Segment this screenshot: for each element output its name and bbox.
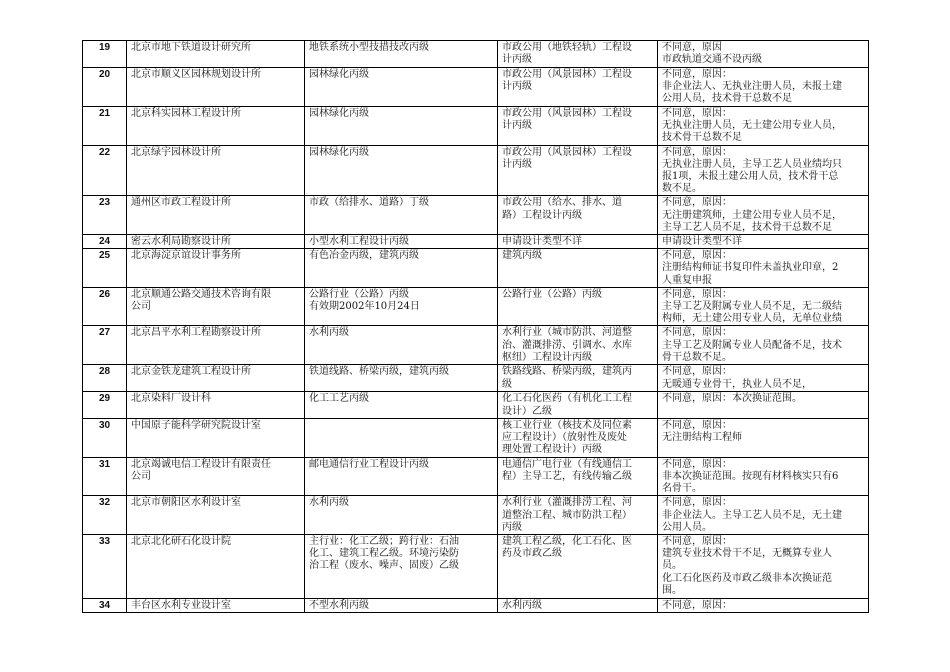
current-qualification-line: 公路行业（公路）丙级 [309, 288, 409, 300]
table-row [83, 392, 869, 418]
current-qualification-line: 地铁系统小型技措技改丙级 [309, 42, 429, 53]
review-opinion-cell [658, 599, 869, 613]
applied-qualification-line: 市政公用（风景园林）工程设 [502, 69, 632, 80]
applied-qualification-line: 市政公用（地铁轻轨）工程设 [502, 42, 632, 53]
review-opinion-line: 数不足。 [662, 183, 702, 195]
review-opinion-cell [658, 392, 869, 418]
review-opinion-line: 不同意，原因： [662, 146, 732, 158]
review-opinion-line: 技术骨干总数不足 [662, 132, 742, 144]
table-row [83, 496, 869, 535]
row-number-cell: 19 [83, 41, 127, 68]
applied-qualification-cell [498, 41, 658, 68]
qualification-review-table [82, 40, 869, 613]
applied-qualification-cell [498, 145, 658, 196]
applied-qualification-line: 应工程设计）（放射性及废处 [502, 432, 627, 444]
row-number-cell: 31 [83, 457, 127, 496]
review-opinion-line: 不同意，原因 [662, 42, 722, 53]
current-qualification-cell [305, 235, 498, 249]
applied-qualification-line: 治、灌溉排涝、引调水、水库 [502, 339, 632, 351]
review-opinion-cell [658, 107, 869, 146]
review-opinion-line: 无暖通专业骨干，执业人员不足， [662, 378, 812, 390]
unit-name-line: 北京竭诚电信工程设计有限责任 [131, 458, 271, 470]
unit-name-cell [127, 365, 305, 392]
unit-name-line: 密云水利局勘察设计所 [131, 236, 231, 248]
current-qualification-line: 园林绿化丙级 [309, 69, 369, 80]
review-opinion-line: 无注册结构工程师 [662, 432, 742, 444]
unit-name-line: 北京市顺义区园林规划设计所 [131, 69, 261, 80]
applied-qualification-cell [498, 107, 658, 146]
current-qualification-line: 园林绿化丙级 [309, 108, 369, 119]
current-qualification-cell [305, 418, 498, 457]
applied-qualification-cell [498, 235, 658, 249]
row-number-cell: 25 [83, 249, 127, 288]
current-qualification-line: 园林绿化丙级 [309, 146, 369, 158]
review-opinion-cell [658, 418, 869, 457]
current-qualification-line: 邮电通信行业工程设计丙级 [309, 458, 429, 470]
applied-qualification-line: 计丙级 [502, 158, 532, 170]
applied-qualification-cell [498, 249, 658, 288]
current-qualification-cell [305, 287, 498, 326]
current-qualification-cell [305, 249, 498, 288]
row-number-cell: 21 [83, 107, 127, 146]
unit-name-line: 丰台区水利专业设计室 [131, 600, 231, 612]
unit-name-cell [127, 496, 305, 535]
applied-qualification-cell [498, 496, 658, 535]
current-qualification-line: 小型水利工程设计丙级 [309, 236, 409, 248]
review-opinion-cell [658, 41, 869, 68]
review-opinion-cell [658, 249, 869, 288]
review-opinion-line: 公用人员，技术骨干总数不足 [662, 93, 792, 105]
review-opinion-line: 不同意，原因：本次换证范围。 [662, 393, 802, 405]
review-opinion-cell [658, 196, 869, 235]
review-opinion-line: 员。 [662, 560, 682, 572]
table-row [83, 41, 869, 68]
unit-name-line: 北京科实园林工程设计所 [131, 108, 241, 119]
table-row [83, 68, 869, 107]
unit-name-line: 北京顺通公路交通技术咨询有限 [131, 288, 271, 300]
applied-qualification-line: 理处置工程设计）丙级 [502, 444, 602, 456]
review-opinion-line: 主导工艺人员不足，技术骨干总数不足 [662, 221, 832, 233]
current-qualification-line: 化工、建筑工程乙级。环境污染防 [309, 548, 459, 560]
applied-qualification-cell [498, 326, 658, 365]
unit-name-cell [127, 392, 305, 418]
unit-name-cell [127, 599, 305, 613]
table-row [83, 365, 869, 392]
review-opinion-line: 主导工艺及附属专业人员不足，无二级结 [662, 301, 842, 313]
unit-name-cell [127, 457, 305, 496]
review-opinion-line: 人重复申报 [662, 274, 712, 286]
review-opinion-line: 不同意，原因： [662, 108, 732, 119]
applied-qualification-cell [498, 68, 658, 107]
review-opinion-line: 不同意，原因： [662, 497, 732, 509]
table-row [83, 535, 869, 599]
unit-name-line: 北京染料厂设计科 [131, 393, 211, 405]
review-opinion-cell [658, 287, 869, 326]
unit-name-line: 北京昌平水利工程勘察设计所 [131, 327, 261, 339]
review-opinion-cell [658, 365, 869, 392]
review-opinion-line: 无执业注册人员，无土建公用专业人员， [662, 120, 842, 132]
applied-qualification-line: 水利丙级 [502, 600, 542, 612]
applied-qualification-line: 药及市政乙级 [502, 548, 562, 560]
row-number-cell: 30 [83, 418, 127, 457]
table-row [83, 287, 869, 326]
review-opinion-cell [658, 457, 869, 496]
current-qualification-line: 有效期2002年10月24日 [309, 301, 420, 313]
current-qualification-cell [305, 41, 498, 68]
applied-qualification-line: 计丙级 [502, 81, 532, 93]
applied-qualification-line: 水利行业（灌溉排涝工程、河 [502, 497, 632, 509]
applied-qualification-line: 市政公用（风景园林）工程设 [502, 108, 632, 119]
applied-qualification-line: 建筑丙级 [502, 250, 542, 262]
review-opinion-line: 市政轨道交通不设丙级 [662, 54, 762, 66]
review-opinion-line: 建筑专业技术骨干不足，无概算专业人 [662, 548, 832, 560]
unit-name-line: 公司 [131, 301, 151, 313]
applied-qualification-cell [498, 418, 658, 457]
row-number-cell: 26 [83, 287, 127, 326]
review-opinion-cell [658, 496, 869, 535]
current-qualification-cell [305, 535, 498, 599]
review-opinion-line: 非企业法人。主导工艺人员不足，无土建 [662, 509, 842, 521]
review-opinion-line: 不同意，原因： [662, 288, 732, 300]
current-qualification-line: 水利丙级 [309, 497, 349, 509]
applied-qualification-line: 水利行业（城市防洪、河道整 [502, 327, 632, 339]
review-opinion-line: 非企业法人、无执业注册人员，未报土建 [662, 81, 842, 93]
current-qualification-cell [305, 599, 498, 613]
review-opinion-line: 不同意，原因： [662, 366, 732, 378]
review-opinion-line: 公用人员。 [662, 521, 712, 533]
applied-qualification-line: 市政公用（给水、排水、道 [502, 197, 622, 209]
applied-qualification-line: 计丙级 [502, 120, 532, 132]
applied-qualification-cell [498, 457, 658, 496]
table-row [83, 107, 869, 146]
current-qualification-line: 不型水利丙级 [309, 600, 369, 612]
current-qualification-line: 水利丙级 [309, 327, 349, 339]
unit-name-cell [127, 107, 305, 146]
current-qualification-line: 治工程（废水、噪声、固废）乙级 [309, 560, 459, 572]
unit-name-line: 北京绿宇园林设计所 [131, 146, 221, 158]
unit-name-cell [127, 249, 305, 288]
row-number-cell: 33 [83, 535, 127, 599]
unit-name-cell [127, 196, 305, 235]
applied-qualification-line: 申请设计类型不详 [502, 236, 582, 248]
row-number-cell: 22 [83, 145, 127, 196]
review-opinion-cell [658, 68, 869, 107]
applied-qualification-line: 计丙级 [502, 54, 532, 66]
applied-qualification-line: 丙级 [502, 521, 522, 533]
unit-name-cell [127, 41, 305, 68]
review-opinion-cell [658, 535, 869, 599]
table-row [83, 457, 869, 496]
table-body [83, 41, 869, 613]
unit-name-line: 中国原子能科学研究院设计室 [131, 419, 261, 431]
review-opinion-line: 注册结构师证书复印件未盖执业印章，2 [662, 262, 839, 274]
current-qualification-cell [305, 196, 498, 235]
applied-qualification-line: 程）主导工艺，有线传输乙级 [502, 471, 632, 483]
current-qualification-line: 主行业：化工乙级；跨行业：石油 [309, 536, 459, 548]
table-row [83, 599, 869, 613]
current-qualification-line: 铁道线路、桥梁丙级，建筑丙级 [309, 366, 449, 378]
current-qualification-cell [305, 326, 498, 365]
table-row [83, 249, 869, 288]
review-opinion-line: 不同意，原因： [662, 69, 732, 80]
review-opinion-line: 不同意，原因： [662, 250, 732, 262]
applied-qualification-line: 化工石化医药（有机化工工程 [502, 393, 632, 405]
unit-name-cell [127, 418, 305, 457]
table-row [83, 418, 869, 457]
row-number-cell: 34 [83, 599, 127, 613]
current-qualification-cell [305, 365, 498, 392]
row-number-cell: 24 [83, 235, 127, 249]
applied-qualification-line: 道整治工程、城市防洪工程） [502, 509, 632, 521]
unit-name-cell [127, 235, 305, 249]
unit-name-cell [127, 145, 305, 196]
applied-qualification-line: 铁路线路、桥梁丙级，建筑丙 [502, 366, 632, 378]
applied-qualification-cell [498, 392, 658, 418]
applied-qualification-cell [498, 287, 658, 326]
table-row [83, 196, 869, 235]
table-row [83, 326, 869, 365]
review-opinion-line: 不同意，原因： [662, 458, 732, 470]
review-opinion-line: 构师，无土建公用专业人员，无单位业绩 [662, 313, 842, 325]
applied-qualification-cell [498, 535, 658, 599]
review-opinion-line: 不同意，原因： [662, 197, 732, 209]
applied-qualification-line: 公路行业（公路）丙级 [502, 288, 602, 300]
review-opinion-line: 不同意，原因： [662, 536, 732, 548]
applied-qualification-line: 路）工程设计丙级 [502, 209, 582, 221]
review-opinion-line: 围。 [662, 584, 682, 596]
current-qualification-cell [305, 68, 498, 107]
applied-qualification-line: 级 [502, 378, 512, 390]
review-opinion-line: 申请设计类型不详 [662, 236, 742, 248]
current-qualification-line: 市政（给排水、道路）丁级 [309, 197, 429, 209]
unit-name-line: 北京金铁龙建筑工程设计所 [131, 366, 251, 378]
unit-name-line: 北京北化研石化设计院 [131, 536, 231, 548]
applied-qualification-cell [498, 365, 658, 392]
applied-qualification-cell [498, 599, 658, 613]
row-number-cell: 28 [83, 365, 127, 392]
unit-name-line: 公司 [131, 471, 151, 483]
applied-qualification-line: 设计）乙级 [502, 405, 552, 417]
unit-name-cell [127, 535, 305, 599]
review-opinion-line: 不同意，原因： [662, 600, 732, 612]
row-number-cell: 20 [83, 68, 127, 107]
review-opinion-line: 化工石化医药及市政乙级非本次换证范 [662, 572, 832, 584]
review-opinion-line: 无注册建筑师，土建公用专业人员不足， [662, 209, 842, 221]
current-qualification-cell [305, 392, 498, 418]
review-opinion-line: 骨干总数不足。 [662, 351, 732, 363]
applied-qualification-line: 市政公用（风景园林）工程设 [502, 146, 632, 158]
review-opinion-line: 不同意，原因： [662, 419, 732, 431]
review-opinion-line: 主导工艺及附属专业人员配备不足，技术 [662, 339, 842, 351]
unit-name-line: 通州区市政工程设计所 [131, 197, 231, 209]
document-page [82, 40, 868, 613]
applied-qualification-line: 电通信广电行业（有线通信工 [502, 458, 632, 470]
row-number-cell: 32 [83, 496, 127, 535]
unit-name-cell [127, 326, 305, 365]
review-opinion-cell [658, 235, 869, 249]
unit-name-cell [127, 287, 305, 326]
review-opinion-cell [658, 145, 869, 196]
current-qualification-cell [305, 107, 498, 146]
review-opinion-line: 无执业注册人员，主导工艺人员业绩均只 [662, 158, 842, 170]
applied-qualification-line: 枢纽）工程设计丙级 [502, 351, 592, 363]
row-number-cell: 23 [83, 196, 127, 235]
unit-name-line: 北京市地下铁道设计研究所 [131, 42, 251, 53]
current-qualification-cell [305, 457, 498, 496]
current-qualification-cell [305, 145, 498, 196]
applied-qualification-line: 核工业行业（核技术及同位素 [502, 419, 632, 431]
applied-qualification-cell [498, 196, 658, 235]
current-qualification-line: 有色冶金丙级，建筑丙级 [309, 250, 419, 262]
row-number-cell: 29 [83, 392, 127, 418]
table-row [83, 235, 869, 249]
table-row [83, 145, 869, 196]
review-opinion-cell [658, 326, 869, 365]
applied-qualification-line: 建筑工程乙级，化工石化、医 [502, 536, 632, 548]
review-opinion-line: 名骨干。 [662, 483, 702, 495]
unit-name-line: 北京市朝阳区水利设计室 [131, 497, 241, 509]
current-qualification-line: 化工工艺丙级 [309, 393, 369, 405]
row-number-cell: 27 [83, 326, 127, 365]
unit-name-line: 北京海淀京谊设计事务所 [131, 250, 241, 262]
review-opinion-line: 非本次换证范围。按现有材料核实只有6 [662, 471, 839, 483]
current-qualification-cell [305, 496, 498, 535]
review-opinion-line: 报1项，未报土建公用人员，技术骨干总 [662, 171, 839, 183]
unit-name-cell [127, 68, 305, 107]
review-opinion-line: 不同意，原因： [662, 327, 732, 339]
